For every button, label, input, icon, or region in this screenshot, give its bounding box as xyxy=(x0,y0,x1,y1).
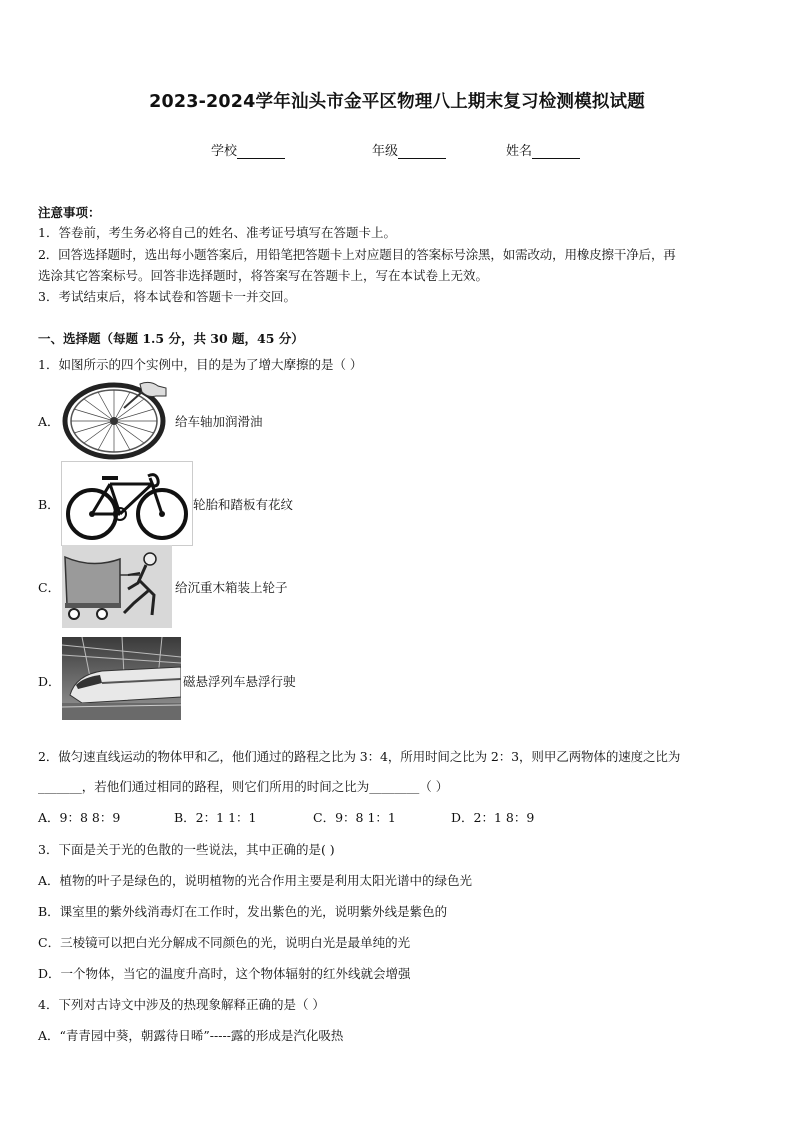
note-2-line-1: 2．回答选择题时，选出每小题答案后，用铅笔把答题卡上对应题目的答案标号涂黑，如需改动，用橡皮擦干净后，再 xyxy=(38,247,676,262)
name-blank[interactable] xyxy=(532,144,580,159)
q1-option-d-label[interactable]: D． xyxy=(38,674,61,689)
school-label: 学校 xyxy=(211,144,238,159)
q2-stem-line-1: 2．做匀速直线运动的物体甲和乙，他们通过的路程之比为 3：4，所用时间之比为 2：3，则甲乙两物体的速度之比为 xyxy=(38,749,681,764)
q3-option-a[interactable]: A．植物的叶子是绿色的，说明植物的光合作用主要是利用太阳光谱中的绿色光 xyxy=(38,873,473,888)
q1-option-a-label[interactable]: A． xyxy=(38,414,60,429)
q2-option-a[interactable]: A．9：8 8：9 xyxy=(38,810,121,825)
grade-blank[interactable] xyxy=(398,144,446,159)
notes-heading: 注意事项： xyxy=(38,205,101,220)
q1-option-c-label[interactable]: C． xyxy=(38,580,61,595)
name-field[interactable] xyxy=(506,140,580,159)
q3-stem: 3．下面是关于光的色散的一些说法，其中正确的是( ) xyxy=(38,842,335,857)
exam-title: 2023-2024学年汕头市金平区物理八上期末复习检测模拟试题 xyxy=(149,92,645,112)
q4-stem: 4．下列对古诗文中涉及的热现象解释正确的是（ ） xyxy=(38,997,325,1012)
q2-option-b[interactable]: B．2：1 1：1 xyxy=(174,810,257,825)
q2-option-c[interactable]: C．9：8 1：1 xyxy=(313,810,396,825)
school-blank[interactable] xyxy=(237,144,285,159)
q1-option-a-text: 给车轴加润滑油 xyxy=(175,414,263,429)
maglev-train-image xyxy=(62,637,181,720)
name-label: 姓名 xyxy=(506,144,533,159)
q1-option-b-label[interactable]: B． xyxy=(38,497,60,512)
wheel-lubrication-image xyxy=(62,378,172,460)
q2-option-d[interactable]: D．2：1 8：9 xyxy=(451,810,535,825)
q3-option-b[interactable]: B．课室里的紫外线消毒灯在工作时，发出紫色的光，说明紫外线是紫色的 xyxy=(38,904,448,919)
q3-option-d[interactable]: D．一个物体，当它的温度升高时，这个物体辐射的红外线就会增强 xyxy=(38,966,411,981)
q2-stem-line-2: _______，若他们通过相同的路程，则它们所用的时间之比为________（ ） xyxy=(38,779,449,794)
q1-option-b-text: 轮胎和踏板有花纹 xyxy=(193,497,294,512)
section-heading: 一、选择题（每题 1.5 分，共 30 题，45 分） xyxy=(38,331,304,346)
note-1: 1．答卷前，考生务必将自己的姓名、准考证号填写在答题卡上。 xyxy=(38,225,396,240)
q1-stem: 1．如图所示的四个实例中，目的是为了增大摩擦的是（ ） xyxy=(38,357,363,372)
q1-option-d-text: 磁悬浮列车悬浮行驶 xyxy=(183,674,296,689)
school-field[interactable] xyxy=(211,140,285,159)
grade-field[interactable] xyxy=(372,140,446,159)
q3-option-c[interactable]: C．三棱镜可以把白光分解成不同颜色的光，说明白光是最单纯的光 xyxy=(38,935,411,950)
grade-label: 年级 xyxy=(372,144,399,159)
bicycle-image xyxy=(61,461,193,546)
q4-option-a[interactable]: A．“青青园中葵，朝露待日晞”-----露的形成是汽化吸热 xyxy=(38,1028,344,1043)
note-2-line-2: 选涂其它答案标号。回答非选择题时，将答案写在答题卡上，写在本试卷上无效。 xyxy=(38,268,489,283)
wheeled-crate-image xyxy=(62,545,172,628)
q1-option-c-text: 给沉重木箱装上轮子 xyxy=(175,580,288,595)
note-3: 3．考试结束后，将本试卷和答题卡一并交回。 xyxy=(38,289,296,304)
